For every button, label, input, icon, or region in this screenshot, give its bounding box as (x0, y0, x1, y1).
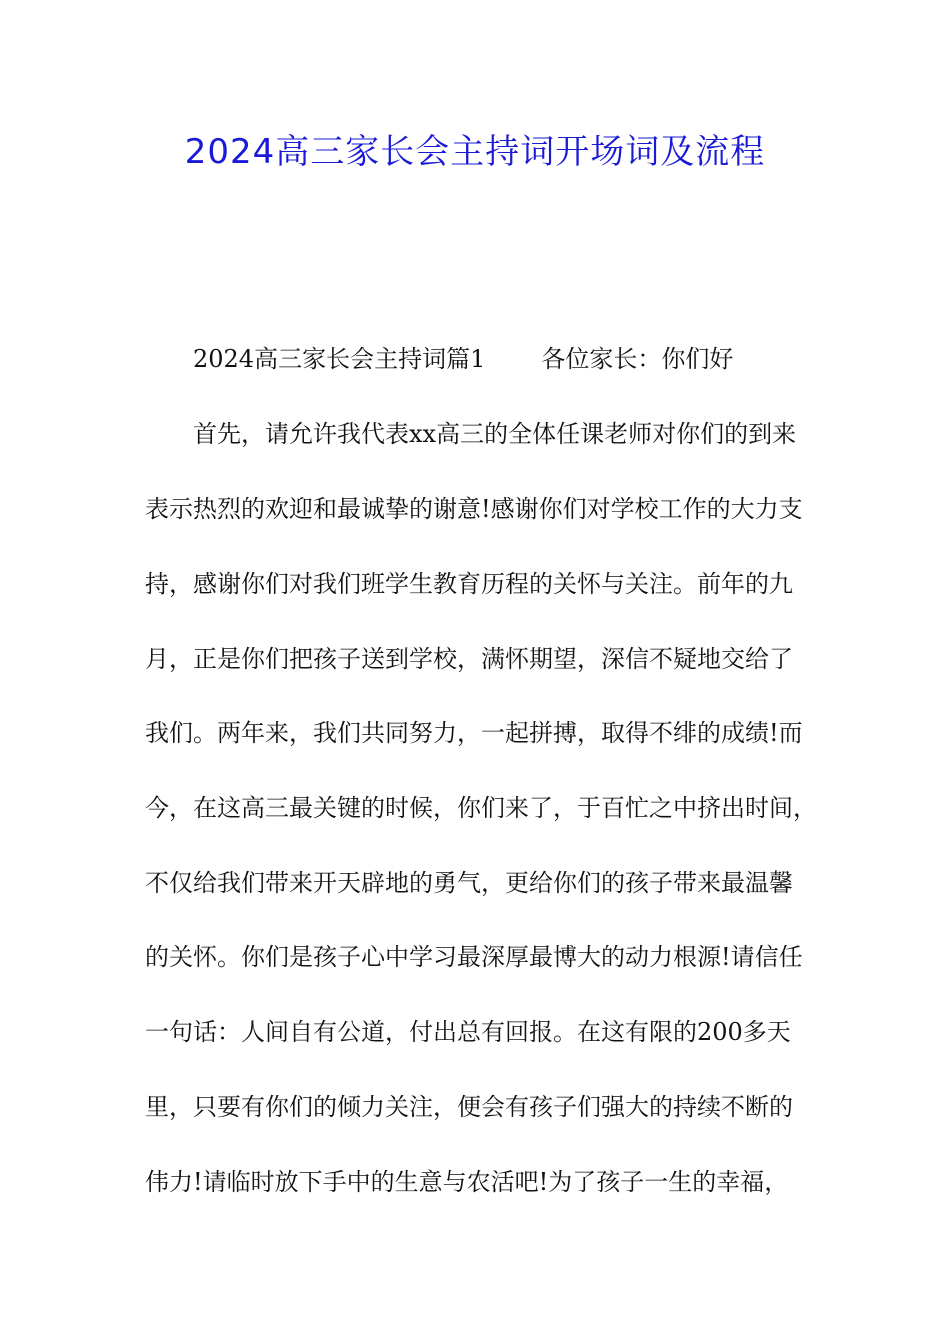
paragraph-line: 持，感谢你们对我们班学生教育历程的关怀与关注。前年的九 (145, 570, 793, 598)
paragraph-line: 一句话：人间自有公道，付出总有回报。在这有限的200多天 (145, 1018, 791, 1046)
paragraph-line: 我们。两年来，我们共同努力，一起拼搏，取得不绯的成绩!而 (145, 719, 803, 747)
document-title: 2024高三家长会主持词开场词及流程 (184, 132, 766, 172)
paragraph-line: 里，只要有你们的倾力关注，便会有孩子们强大的持续不断的 (145, 1093, 793, 1121)
paragraph-line: 表示热烈的欢迎和最诚挚的谢意!感谢你们对学校工作的大力支 (145, 495, 803, 523)
section-heading-label: 2024高三家长会主持词篇1 (193, 345, 486, 373)
paragraph-line: 月，正是你们把孩子送到学校，满怀期望，深信不疑地交给了 (145, 645, 793, 673)
salutation: 各位家长：你们好 (541, 345, 734, 373)
paragraph-line: 首先，请允许我代表xx高三的全体任课老师对你们的到来 (193, 420, 797, 448)
paragraph-line: 今，在这高三最关键的时候，你们来了，于百忙之中挤出时间， (145, 794, 817, 822)
paragraph-line: 不仅给我们带来开天辟地的勇气，更给你们的孩子带来最温馨 (145, 869, 793, 897)
paragraph-line: 伟力!请临时放下手中的生意与农活吧!为了孩子一生的幸福， (145, 1168, 789, 1196)
paragraph-line: 的关怀。你们是孩子心中学习最深厚最博大的动力根源!请信任 (145, 943, 803, 971)
section-heading (193, 341, 825, 377)
